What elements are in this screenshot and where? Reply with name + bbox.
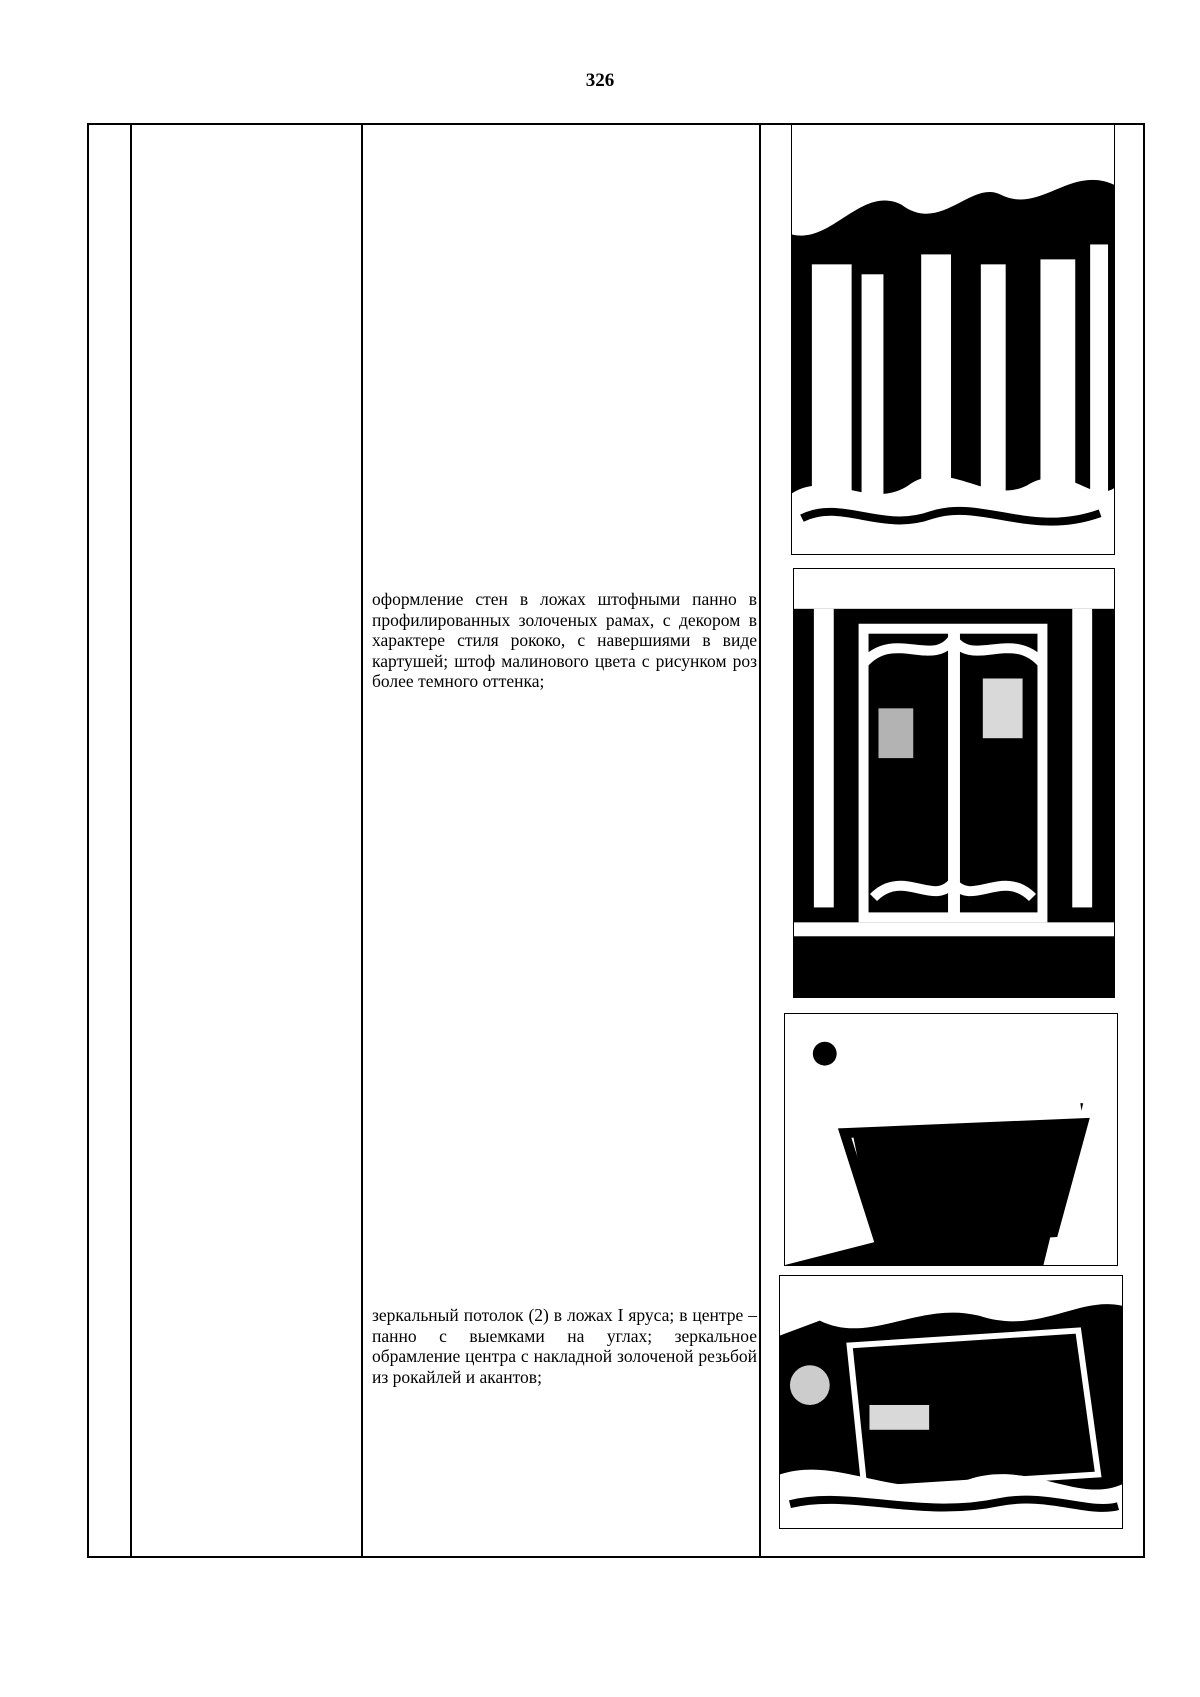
description-text: оформление стен в ложах штофными панно в профилированных золоченых рамах, с декором в характере стиля рококо, с навершиями в виде картушей; штоф малинового цвета с рисунком роз более темного оттенка; [372, 589, 757, 691]
page-number: 326 [585, 70, 615, 91]
table [87, 123, 1145, 1558]
photo-wall-panels [793, 568, 1115, 998]
column-divider [361, 125, 363, 1556]
photo-ceiling-panel [784, 1013, 1118, 1266]
description-text: зеркальный потолок (2) в ложах I яруса; в центре – панно с выемками на углах; зеркальное обрамление центра с накладной золоченой резьбой из рокайлей и акантов; [372, 1305, 757, 1387]
photo-mirror-ceiling [779, 1275, 1123, 1529]
description-wall-panels [372, 589, 757, 692]
column-divider [130, 125, 132, 1556]
description-mirror-ceiling [372, 1305, 757, 1387]
column-divider [759, 125, 761, 1556]
photo-box-drapery [791, 124, 1115, 555]
